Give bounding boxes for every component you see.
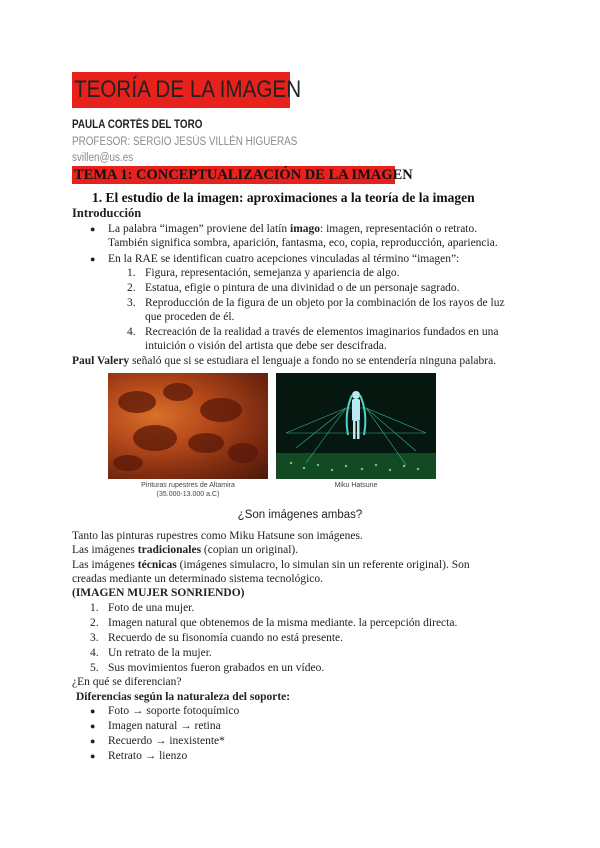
miku-hatsune-image (276, 373, 436, 479)
list-item: Sus movimientos fueron grabados en un vídeo. (108, 662, 325, 674)
list-item: Imagen natural que obtenemos de la misma mediante. la percepción directa. (108, 617, 458, 629)
bullet-text-continued: También significa sombra, aparición, fantasma, eco, copia, reproducción, apariencia. (108, 237, 498, 249)
bullet-text: Foto → soporte fotoquímico (108, 705, 240, 717)
professor-name: PROFESOR: SERGIO JESÚS VILLÉN HIGUERAS (72, 136, 298, 148)
paragraph: Las imágenes tradicionales (copian un original). (72, 544, 299, 556)
list-item: Reproducción de la figura de un objeto por la combinación de los rayos de luz (145, 297, 505, 309)
professor-email[interactable]: svillen@us.es (72, 152, 134, 164)
altamira-caption-date: (35.000-13.000 a.C) (156, 491, 220, 498)
list-item: Estatua, efigie o pintura de una divinidad o de un personaje sagrado. (145, 282, 460, 294)
paragraph: Las imágenes técnicas (imágenes simulacro, lo simulan sin un referente original). Son (72, 559, 470, 571)
bullet-text: La palabra “imagen” proviene del latín imago: imagen, representación o retrato. (108, 223, 478, 235)
bullet-dot: ● (90, 751, 96, 761)
subheading: (IMAGEN MUJER SONRIENDO) (72, 587, 245, 599)
paragraph-continued: creadas mediante un determinado sistema tecnológico. (72, 573, 323, 585)
altamira-caption: Pinturas rupestres de Altamira (141, 482, 235, 489)
list-number: 1. (90, 602, 99, 614)
list-number: 4. (127, 326, 136, 338)
bullet-dot: ● (90, 706, 96, 716)
list-number: 3. (127, 297, 136, 309)
document-title: TEORÍA DE LA IMAGEN (74, 76, 302, 103)
intro-heading: Introducción (72, 206, 142, 220)
list-item-continued: intuición o visión del artista que debe ser descifrada. (145, 340, 387, 352)
list-item: Foto de una mujer. (108, 602, 195, 614)
bullet-text: Retrato → lienzo (108, 750, 188, 762)
subheading: Diferencias según la naturaleza del soporte: (76, 691, 291, 703)
bullet-dot: ● (90, 224, 96, 234)
question-text: ¿En qué se diferencian? (72, 676, 182, 688)
paragraph: Tanto las pinturas rupestres como Miku Hatsune son imágenes. (72, 530, 363, 542)
bullet-text: Imagen natural → retina (108, 720, 221, 732)
list-number: 1. (127, 267, 136, 279)
section-heading: 1. El estudio de la imagen: aproximaciones a la teoría de la imagen (92, 190, 475, 205)
list-item: Figura, representación, semejanza y apariencia de algo. (145, 267, 400, 279)
question-heading: ¿Son imágenes ambas? (237, 509, 363, 521)
bullet-dot: ● (90, 254, 96, 264)
bullet-dot: ● (90, 736, 96, 746)
list-number: 4. (90, 647, 99, 659)
valery-paragraph: Paul Valery señaló que si se estudiara el lenguaje a fondo no se entendería ninguna palabra. (72, 355, 497, 367)
list-number: 2. (127, 282, 136, 294)
list-item: Recreación de la realidad a través de elementos imaginarios fundados en una (145, 326, 499, 338)
list-number: 3. (90, 632, 99, 644)
miku-caption: Miku Hatsune (334, 482, 378, 489)
bullet-text: En la RAE se identifican cuatro acepciones vinculadas al término “imagen”: (108, 253, 460, 265)
list-item: Recuerdo de su fisonomía cuando no está presente. (108, 632, 344, 644)
list-number: 5. (90, 662, 99, 674)
altamira-painting-image (108, 373, 268, 479)
bullet-text: Recuerdo → inexistente* (108, 735, 225, 747)
list-item: Un retrato de la mujer. (108, 647, 212, 659)
bullet-dot: ● (90, 721, 96, 731)
list-item-continued: que proceden de él. (145, 311, 235, 323)
list-number: 2. (90, 617, 99, 629)
tema-heading: TEMA 1: CONCEPTUALIZACIÓN DE LA IMAGEN (74, 167, 413, 183)
author-name: PAULA CORTÉS DEL TORO (72, 119, 203, 131)
